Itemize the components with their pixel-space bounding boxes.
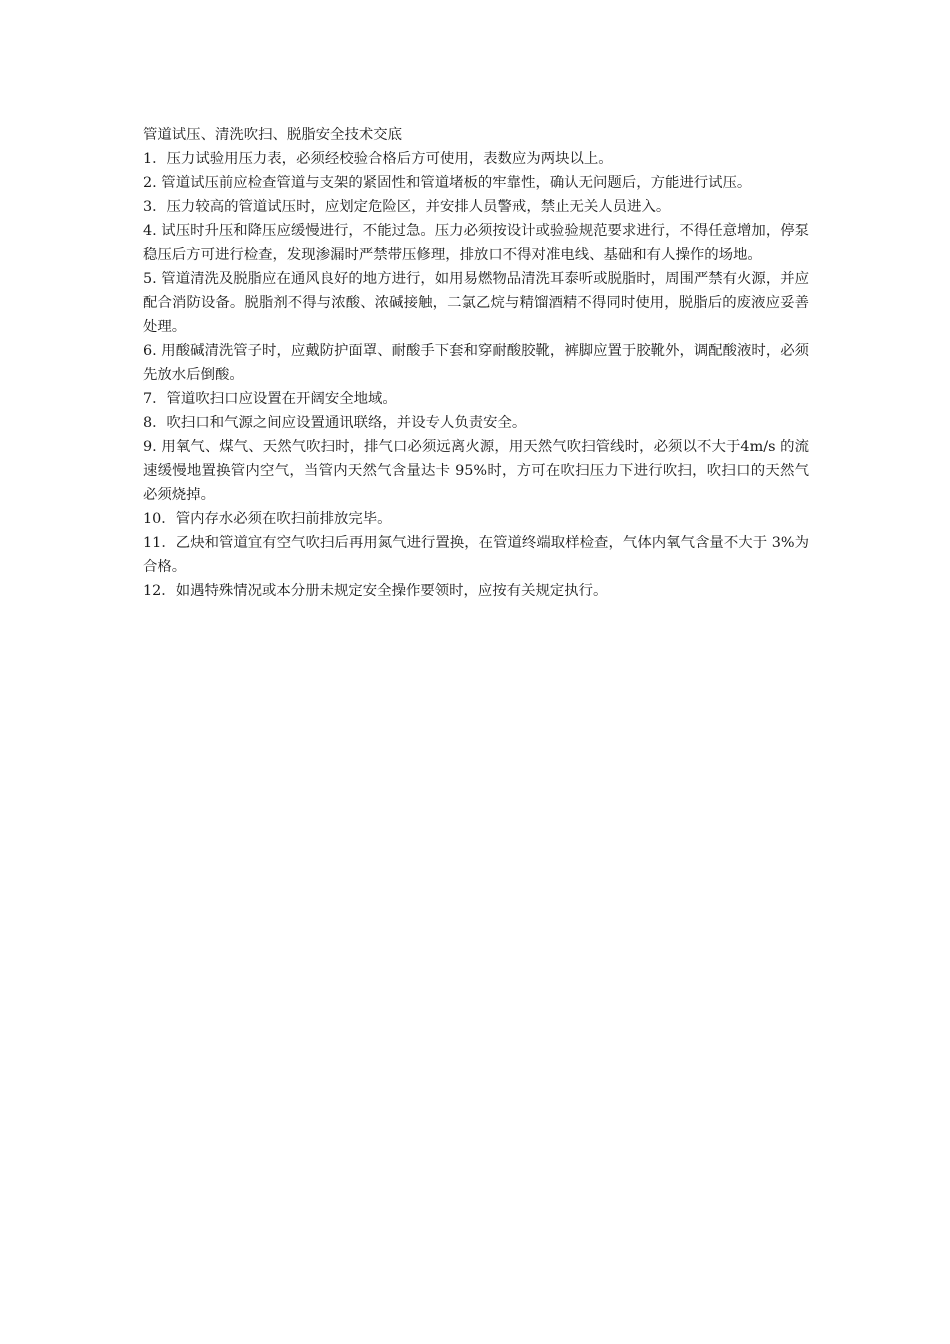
list-item: 11．乙炔和管道宜有空气吹扫后再用氮气进行置换，在管道终端取样检查，气体内氧气含量不大于 3%为合格。 (143, 535, 809, 575)
list-item: 5. 管道清洗及脱脂应在通风良好的地方进行，如用易燃物品清洗耳泰听或脱脂时，周围严禁有火源，并应配合消防设备。脱脂剂不得与浓酸、浓碱接触，二氯乙烷与精馏酒精不得同时使用，脱脂后的废液应妥善处理。 (143, 271, 809, 335)
list-item: 4. 试压时升压和降压应缓慢进行，不能过急。压力必须按设计或验验规范要求进行，不得任意增加，停泵稳压后方可进行检查，发现渗漏时严禁带压修理，排放口不得对准电线、基础和有人操作的场地。 (143, 223, 809, 263)
list-item: 1．压力试验用压力表，必须经校验合格后方可使用，表数应为两块以上。 (143, 151, 613, 167)
list-item: 8．吹扫口和气源之间应设置通讯联络，并设专人负责安全。 (143, 415, 527, 431)
list-item: 3．压力较高的管道试压时，应划定危险区，并安排人员警戒，禁止无关人员进入。 (143, 199, 671, 215)
list-item: 9. 用氧气、煤气、天然气吹扫时，排气口必须远离火源，用天然气吹扫管线时，必须以不大于4m/s 的流速缓慢地置换管内空气，当管内天然气含量达卡 95%时，方可在吹扫压力下进行吹扫，吹扫口的天然气必须烧掉。 (143, 439, 809, 503)
list-item: 7．管道吹扫口应设置在开阔安全地域。 (143, 391, 397, 407)
document-title: 管道试压、清洗吹扫、脱脂安全技术交底 (143, 127, 403, 143)
document-body (143, 123, 809, 603)
list-item: 10．管内存水必须在吹扫前排放完毕。 (143, 511, 392, 527)
list-item: 2. 管道试压前应检查管道与支架的紧固性和管道堵板的牢靠性，确认无问题后，方能进行试压。 (143, 175, 752, 191)
list-item: 12．如遇特殊情况或本分册未规定安全操作要领时，应按有关规定执行。 (143, 583, 608, 599)
list-item: 6. 用酸碱清洗管子时，应戴防护面罩、耐酸手下套和穿耐酸胶靴，裤脚应置于胶靴外，调配酸液时，必须先放水后倒酸。 (143, 343, 809, 383)
